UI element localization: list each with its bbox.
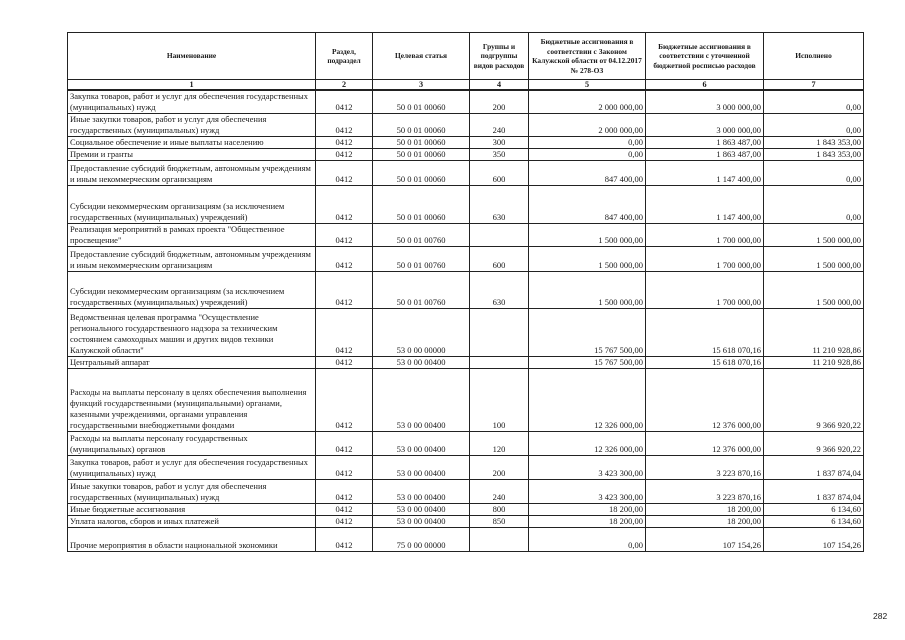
- cell-type: [470, 224, 529, 247]
- header-target: Целевая статья: [373, 33, 470, 80]
- cell-done: 6 134,60: [764, 516, 864, 528]
- cell-updated: 1 147 400,00: [646, 161, 764, 186]
- cell-type: 800: [470, 504, 529, 516]
- cell-type: 240: [470, 480, 529, 504]
- table-row: [68, 432, 864, 456]
- cell-updated: 3 000 000,00: [646, 90, 764, 114]
- table-row: [68, 186, 864, 224]
- cell-updated: 3 223 870,16: [646, 480, 764, 504]
- cell-type: [470, 357, 529, 369]
- cell-section: 0412: [316, 161, 373, 186]
- header-law: Бюджетные ассигнования в соответствии с Законом Калужской области от 04.12.2017 № 278-ОЗ: [529, 33, 646, 80]
- cell-updated: 15 618 070,16: [646, 357, 764, 369]
- cell-done: 9 366 920,22: [764, 369, 864, 432]
- cell-type: 600: [470, 161, 529, 186]
- cell-updated: 3 223 870,16: [646, 456, 764, 480]
- table-row: [68, 149, 864, 161]
- cell-law: 847 400,00: [529, 186, 646, 224]
- cell-name: Предоставление субсидий бюджетным, автономным учреждениям и иным некоммерческим организациям: [68, 161, 316, 186]
- cell-section: 0412: [316, 247, 373, 272]
- cell-law: 3 423 300,00: [529, 456, 646, 480]
- cell-type: 120: [470, 432, 529, 456]
- cell-law: 1 500 000,00: [529, 224, 646, 247]
- cell-done: 1 837 874,04: [764, 480, 864, 504]
- cell-name: Субсидии некоммерческим организациям (за исключением государственных (муниципальных) учреждений): [68, 272, 316, 309]
- cell-done: 1 837 874,04: [764, 456, 864, 480]
- cell-law: 1 500 000,00: [529, 272, 646, 309]
- cell-updated: 3 000 000,00: [646, 114, 764, 137]
- cell-section: 0412: [316, 480, 373, 504]
- cell-target: 50 0 01 00060: [373, 149, 470, 161]
- table-row: [68, 309, 864, 357]
- header-row: [68, 33, 864, 80]
- table-row: [68, 516, 864, 528]
- cell-target: 50 0 01 00060: [373, 90, 470, 114]
- cell-done: 11 210 928,86: [764, 357, 864, 369]
- cell-name: Прочие мероприятия в области национальной экономики: [68, 528, 316, 552]
- cell-type: [470, 309, 529, 357]
- column-number: 3: [373, 80, 470, 91]
- column-number: 5: [529, 80, 646, 91]
- cell-target: 53 0 00 00400: [373, 480, 470, 504]
- cell-done: 0,00: [764, 161, 864, 186]
- cell-section: 0412: [316, 504, 373, 516]
- column-number-row: [68, 80, 864, 91]
- cell-type: 200: [470, 456, 529, 480]
- header-name: Наименование: [68, 33, 316, 80]
- cell-name: Иные закупки товаров, работ и услуг для обеспечения государственных (муниципальных) нужд: [68, 480, 316, 504]
- cell-updated: 107 154,26: [646, 528, 764, 552]
- cell-type: 630: [470, 186, 529, 224]
- cell-type: 200: [470, 90, 529, 114]
- cell-law: 12 326 000,00: [529, 369, 646, 432]
- cell-section: 0412: [316, 516, 373, 528]
- header-groups: Группы и подгруппы видов расходов: [470, 33, 529, 80]
- cell-section: 0412: [316, 528, 373, 552]
- cell-done: 9 366 920,22: [764, 432, 864, 456]
- cell-name: Ведомственная целевая программа "Осуществление регионального государственного надзора за техническим состоянием самоходных машин и других видов техники Калужской области": [68, 309, 316, 357]
- column-number: 2: [316, 80, 373, 91]
- table-row: [68, 369, 864, 432]
- cell-law: 15 767 500,00: [529, 309, 646, 357]
- cell-type: 600: [470, 247, 529, 272]
- cell-updated: 1 700 000,00: [646, 224, 764, 247]
- cell-section: 0412: [316, 456, 373, 480]
- table-row: [68, 456, 864, 480]
- cell-law: 3 423 300,00: [529, 480, 646, 504]
- cell-done: 1 500 000,00: [764, 272, 864, 309]
- cell-target: 50 0 01 00060: [373, 137, 470, 149]
- cell-name: Расходы на выплаты персоналу в целях обеспечения выполнения функций государственными (муниципальными) органами, казенными учреждениями, органами управления государственными внебюджетными фондами: [68, 369, 316, 432]
- cell-law: 0,00: [529, 528, 646, 552]
- cell-law: 0,00: [529, 137, 646, 149]
- cell-target: 50 0 01 00060: [373, 161, 470, 186]
- cell-section: 0412: [316, 137, 373, 149]
- cell-name: Иные бюджетные ассигнования: [68, 504, 316, 516]
- table-row: [68, 90, 864, 114]
- cell-type: 240: [470, 114, 529, 137]
- column-number: 1: [68, 80, 316, 91]
- cell-section: 0412: [316, 224, 373, 247]
- cell-target: 53 0 00 00400: [373, 369, 470, 432]
- cell-type: 850: [470, 516, 529, 528]
- cell-section: 0412: [316, 369, 373, 432]
- cell-type: 350: [470, 149, 529, 161]
- cell-law: 15 767 500,00: [529, 357, 646, 369]
- cell-type: [470, 528, 529, 552]
- column-number: 4: [470, 80, 529, 91]
- cell-section: 0412: [316, 309, 373, 357]
- cell-law: 847 400,00: [529, 161, 646, 186]
- cell-target: 53 0 00 00400: [373, 516, 470, 528]
- header-section: Раздел, подраздел: [316, 33, 373, 80]
- cell-type: 300: [470, 137, 529, 149]
- cell-section: 0412: [316, 357, 373, 369]
- budget-table: [67, 32, 864, 552]
- cell-updated: 12 376 000,00: [646, 369, 764, 432]
- cell-done: 1 843 353,00: [764, 137, 864, 149]
- cell-name: Премии и гранты: [68, 149, 316, 161]
- cell-target: 50 0 01 00060: [373, 186, 470, 224]
- cell-law: 18 200,00: [529, 504, 646, 516]
- cell-done: 1 500 000,00: [764, 247, 864, 272]
- cell-target: 53 0 00 00400: [373, 456, 470, 480]
- cell-section: 0412: [316, 114, 373, 137]
- cell-updated: 1 700 000,00: [646, 272, 764, 309]
- column-number: 7: [764, 80, 864, 91]
- cell-target: 53 0 00 00400: [373, 357, 470, 369]
- cell-law: 2 000 000,00: [529, 114, 646, 137]
- cell-target: 53 0 00 00000: [373, 309, 470, 357]
- page-number: 282: [873, 611, 888, 621]
- cell-name: Иные закупки товаров, работ и услуг для обеспечения государственных (муниципальных) нужд: [68, 114, 316, 137]
- cell-name: Центральный аппарат: [68, 357, 316, 369]
- cell-target: 50 0 01 00760: [373, 247, 470, 272]
- cell-done: 6 134,60: [764, 504, 864, 516]
- table-row: [68, 504, 864, 516]
- cell-law: 12 326 000,00: [529, 432, 646, 456]
- cell-target: 53 0 00 00400: [373, 432, 470, 456]
- cell-name: Закупка товаров, работ и услуг для обеспечения государственных (муниципальных) нужд: [68, 90, 316, 114]
- table-row: [68, 137, 864, 149]
- cell-updated: 1 863 487,00: [646, 137, 764, 149]
- cell-done: 0,00: [764, 90, 864, 114]
- cell-law: 18 200,00: [529, 516, 646, 528]
- cell-section: 0412: [316, 186, 373, 224]
- cell-updated: 18 200,00: [646, 504, 764, 516]
- cell-updated: 1 147 400,00: [646, 186, 764, 224]
- cell-updated: 1 863 487,00: [646, 149, 764, 161]
- cell-name: Уплата налогов, сборов и иных платежей: [68, 516, 316, 528]
- cell-type: 630: [470, 272, 529, 309]
- header-updated: Бюджетные ассигнования в соответствии с уточненной бюджетной росписью расходов: [646, 33, 764, 80]
- table-row: [68, 357, 864, 369]
- cell-done: 11 210 928,86: [764, 309, 864, 357]
- cell-updated: 12 376 000,00: [646, 432, 764, 456]
- cell-name: Расходы на выплаты персоналу государственных (муниципальных) органов: [68, 432, 316, 456]
- table-row: [68, 272, 864, 309]
- cell-target: 53 0 00 00400: [373, 504, 470, 516]
- cell-name: Реализация мероприятий в рамках проекта "Общественное просвещение": [68, 224, 316, 247]
- cell-updated: 18 200,00: [646, 516, 764, 528]
- cell-section: 0412: [316, 272, 373, 309]
- cell-target: 50 0 01 00760: [373, 224, 470, 247]
- cell-section: 0412: [316, 432, 373, 456]
- cell-name: Закупка товаров, работ и услуг для обеспечения государственных (муниципальных) нужд: [68, 456, 316, 480]
- table-row: [68, 161, 864, 186]
- table-row: [68, 224, 864, 247]
- cell-target: 50 0 01 00760: [373, 272, 470, 309]
- cell-law: 0,00: [529, 149, 646, 161]
- cell-name: Социальное обеспечение и иные выплаты населению: [68, 137, 316, 149]
- cell-done: 0,00: [764, 186, 864, 224]
- cell-law: 1 500 000,00: [529, 247, 646, 272]
- cell-updated: 1 700 000,00: [646, 247, 764, 272]
- cell-done: 107 154,26: [764, 528, 864, 552]
- cell-done: 1 843 353,00: [764, 149, 864, 161]
- cell-done: 1 500 000,00: [764, 224, 864, 247]
- cell-law: 2 000 000,00: [529, 90, 646, 114]
- table-row: [68, 247, 864, 272]
- table-row: [68, 114, 864, 137]
- cell-target: 50 0 01 00060: [373, 114, 470, 137]
- cell-type: 100: [470, 369, 529, 432]
- cell-name: Предоставление субсидий бюджетным, автономным учреждениям и иным некоммерческим организациям: [68, 247, 316, 272]
- table-row: [68, 480, 864, 504]
- cell-name: Субсидии некоммерческим организациям (за исключением государственных (муниципальных) учреждений): [68, 186, 316, 224]
- cell-done: 0,00: [764, 114, 864, 137]
- cell-section: 0412: [316, 149, 373, 161]
- header-done: Исполнено: [764, 33, 864, 80]
- table-row: [68, 528, 864, 552]
- column-number: 6: [646, 80, 764, 91]
- cell-updated: 15 618 070,16: [646, 309, 764, 357]
- cell-target: 75 0 00 00000: [373, 528, 470, 552]
- cell-section: 0412: [316, 90, 373, 114]
